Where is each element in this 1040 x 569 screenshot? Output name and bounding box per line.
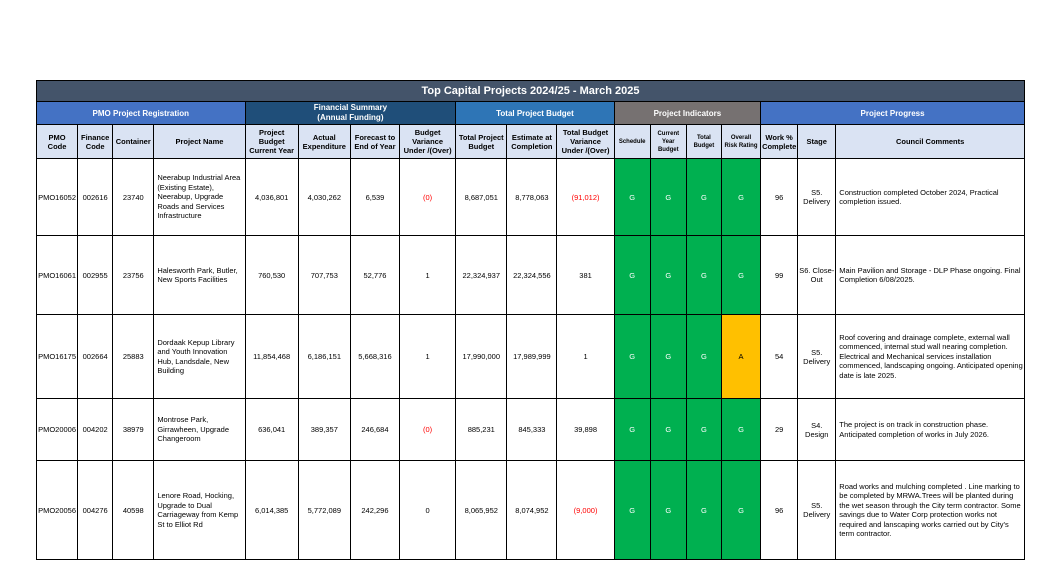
total-budget-variance: 381 [557, 236, 614, 315]
pmo-code: PMO20006 [37, 399, 78, 461]
col-header-line: Budget [258, 137, 285, 146]
work-complete: 96 [761, 159, 798, 236]
schedule-indicator: G [614, 315, 650, 399]
projects-body [37, 159, 1025, 560]
stage: S6. Close-Out [798, 236, 836, 315]
col-header-line: Budget [414, 128, 441, 137]
total-budget-variance: (9,000) [557, 461, 614, 560]
finance-code: 004276 [78, 461, 113, 560]
current-year-budget-indicator: G [650, 461, 686, 560]
project-name: Montrose Park, Girrawheen, Upgrade Changeroom [154, 399, 245, 461]
col-header-container [113, 125, 154, 159]
table-row [37, 315, 1025, 399]
table-row [37, 159, 1025, 236]
container-number: 23740 [113, 159, 154, 236]
total-budget-indicator: G [686, 315, 721, 399]
col-header-total-var [557, 125, 614, 159]
schedule-indicator: G [614, 399, 650, 461]
pmo-code: PMO16052 [37, 159, 78, 236]
council-comments: The project is on track in construction phase. Anticipated completion of works in July 2026. [836, 399, 1025, 461]
column-header-row [37, 125, 1025, 159]
container-number: 40598 [113, 461, 154, 560]
col-header-line: Year [661, 138, 675, 145]
schedule-indicator: G [614, 159, 650, 236]
col-header-current-year-budget [650, 125, 686, 159]
group-project-indicators: Project Indicators [614, 102, 760, 125]
stage: S4. Design [798, 399, 836, 461]
actual-expenditure: 5,772,089 [298, 461, 350, 560]
work-complete: 99 [761, 236, 798, 315]
col-header-line: End of Year [354, 141, 396, 151]
col-header-line: Variance [412, 137, 444, 146]
actual-expenditure: 4,030,262 [298, 159, 350, 236]
actual-expenditure: 6,186,151 [298, 315, 350, 399]
finance-code: 002955 [78, 236, 113, 315]
col-header-line: Finance [80, 132, 110, 142]
col-header-line: Work % [765, 132, 793, 142]
group-financial-line2: (Annual Funding) [317, 113, 384, 122]
forecast-end-of-year: 6,539 [350, 159, 399, 236]
total-project-budget: 17,990,000 [456, 315, 507, 399]
col-header-line: Forecast to [354, 132, 396, 142]
work-complete: 54 [761, 315, 798, 399]
group-financial-line1: Financial Summary [313, 103, 388, 112]
col-header-forecast [350, 125, 399, 159]
finance-code: 002664 [78, 315, 113, 399]
col-header-line: Schedule [618, 138, 646, 145]
table-row [37, 236, 1025, 315]
council-comments: Construction completed October 2024, Practical completion issued. [836, 159, 1025, 236]
col-header-line: Budget [693, 142, 715, 149]
forecast-end-of-year: 246,684 [350, 399, 399, 461]
council-comments: Main Pavilion and Storage - DLP Phase ongoing. Final Completion 6/08/2025. [836, 236, 1025, 315]
container-number: 25883 [113, 315, 154, 399]
col-header-line: Risk Rating [724, 142, 758, 149]
col-header-line: PMO [48, 132, 66, 142]
col-header-line: Complete [762, 141, 797, 151]
total-budget-variance: 1 [557, 315, 614, 399]
overall-risk-indicator: G [721, 236, 760, 315]
stage: S5. Delivery [798, 461, 836, 560]
col-header-line: Total Project [458, 132, 504, 142]
total-budget-indicator: G [686, 159, 721, 236]
col-header-budget-cy [245, 125, 298, 159]
col-header-line: Total [696, 134, 711, 141]
pmo-code: PMO20056 [37, 461, 78, 560]
col-header-total-budget [456, 125, 507, 159]
total-project-budget: 22,324,937 [456, 236, 507, 315]
council-comments: Road works and mulching completed . Line marking to be completed by MRWA.Trees will be planted during the wet season through the City term contractor. Some savings due to Water Corp protection works not required and lanscaping works carried out by City's term contractor. [836, 461, 1025, 560]
current-year-budget-indicator: G [650, 159, 686, 236]
total-budget-variance: 39,898 [557, 399, 614, 461]
council-comments: Roof covering and drainage complete, external wall commenced, internal stud wall nearing completion. Electrical and Mechanical services installation commenced, landscaping ongoing. Anticipated opening date is late 2025. [836, 315, 1025, 399]
col-header-pmo-code [37, 125, 78, 159]
total-budget-indicator: G [686, 399, 721, 461]
col-header-line: Expenditure [302, 141, 346, 151]
group-financial-summary [245, 102, 456, 125]
work-complete: 96 [761, 461, 798, 560]
col-header-work-pct [761, 125, 798, 159]
col-header-line: Overall [730, 134, 752, 141]
overall-risk-indicator: G [721, 461, 760, 560]
col-header-estimate [507, 125, 557, 159]
total-project-budget: 885,231 [456, 399, 507, 461]
table-row [37, 399, 1025, 461]
project-name: Neerabup Industrial Area (Existing Estate), Neerabup, Upgrade Roads and Services Infrastructure [154, 159, 245, 236]
current-year-budget-indicator: G [650, 399, 686, 461]
total-project-budget: 8,687,051 [456, 159, 507, 236]
estimate-at-completion: 845,333 [507, 399, 557, 461]
col-header-line: Code [85, 141, 105, 151]
col-header-line: Current [657, 130, 680, 137]
group-pmo-registration: PMO Project Registration [37, 102, 246, 125]
table-row [37, 461, 1025, 560]
actual-expenditure: 707,753 [298, 236, 350, 315]
projects-table [36, 80, 1025, 560]
overall-risk-indicator: G [721, 159, 760, 236]
stage: S5. Delivery [798, 159, 836, 236]
col-header-line: Stage [806, 137, 827, 146]
col-header-line: Completion [511, 141, 553, 151]
budget-variance: 0 [400, 461, 456, 560]
forecast-end-of-year: 242,296 [350, 461, 399, 560]
col-header-line: Variance [570, 137, 601, 146]
schedule-indicator: G [614, 461, 650, 560]
estimate-at-completion: 17,989,999 [507, 315, 557, 399]
finance-code: 002616 [78, 159, 113, 236]
estimate-at-completion: 8,778,063 [507, 159, 557, 236]
col-header-actual-exp [298, 125, 350, 159]
budget-variance: (0) [400, 159, 456, 236]
budget-current-year: 6,014,385 [245, 461, 298, 560]
group-project-progress: Project Progress [761, 102, 1025, 125]
col-header-line: Budget [468, 141, 495, 151]
budget-variance: (0) [400, 399, 456, 461]
budget-current-year: 4,036,801 [245, 159, 298, 236]
col-header-line: Actual [312, 132, 336, 142]
col-header-line: Budget [657, 146, 679, 153]
col-header-stage [798, 125, 836, 159]
col-header-total-budget-ind [686, 125, 721, 159]
actual-expenditure: 389,357 [298, 399, 350, 461]
col-header-line: Council Comments [895, 137, 965, 146]
col-header-budget-var [400, 125, 456, 159]
col-header-line: Total Budget [562, 128, 609, 137]
total-budget-variance: (91,012) [557, 159, 614, 236]
estimate-at-completion: 8,074,952 [507, 461, 557, 560]
stage: S5. Delivery [798, 315, 836, 399]
container-number: 23756 [113, 236, 154, 315]
col-header-line: Code [47, 141, 67, 151]
overall-risk-indicator: A [721, 315, 760, 399]
col-header-line: Project [258, 128, 285, 137]
budget-variance: 1 [400, 315, 456, 399]
current-year-budget-indicator: G [650, 236, 686, 315]
col-header-line: Estimate at [511, 132, 552, 142]
container-number: 38979 [113, 399, 154, 461]
col-header-line: Under /(Over) [561, 146, 610, 155]
total-project-budget: 8,065,952 [456, 461, 507, 560]
col-header-schedule [614, 125, 650, 159]
group-total-project-budget: Total Project Budget [456, 102, 614, 125]
forecast-end-of-year: 52,776 [350, 236, 399, 315]
project-name: Halesworth Park, Butler, New Sports Facilities [154, 236, 245, 315]
budget-current-year: 636,041 [245, 399, 298, 461]
col-header-overall-risk [721, 125, 760, 159]
overall-risk-indicator: G [721, 399, 760, 461]
budget-current-year: 760,530 [245, 236, 298, 315]
report-title: Top Capital Projects 2024/25 - March 2025 [37, 81, 1025, 102]
col-header-project-name [154, 125, 245, 159]
schedule-indicator: G [614, 236, 650, 315]
estimate-at-completion: 22,324,556 [507, 236, 557, 315]
budget-variance: 1 [400, 236, 456, 315]
pmo-code: PMO16061 [37, 236, 78, 315]
capital-projects-report [36, 80, 1025, 560]
total-budget-indicator: G [686, 236, 721, 315]
col-header-line: Container [115, 137, 151, 146]
pmo-code: PMO16175 [37, 315, 78, 399]
work-complete: 29 [761, 399, 798, 461]
col-header-line: Under /(Over) [403, 146, 452, 155]
col-header-line: Current Year [249, 146, 295, 155]
project-name: Lenore Road, Hocking, Upgrade to Dual Carriageway from Kemp St to Elliot Rd [154, 461, 245, 560]
total-budget-indicator: G [686, 461, 721, 560]
project-name: Dordaak Kepup Library and Youth Innovation Hub, Landsdale, New Building [154, 315, 245, 399]
col-header-council-comments [836, 125, 1025, 159]
forecast-end-of-year: 5,668,316 [350, 315, 399, 399]
finance-code: 004202 [78, 399, 113, 461]
col-header-finance-code [78, 125, 113, 159]
current-year-budget-indicator: G [650, 315, 686, 399]
col-header-line: Project Name [175, 137, 224, 146]
budget-current-year: 11,854,468 [245, 315, 298, 399]
